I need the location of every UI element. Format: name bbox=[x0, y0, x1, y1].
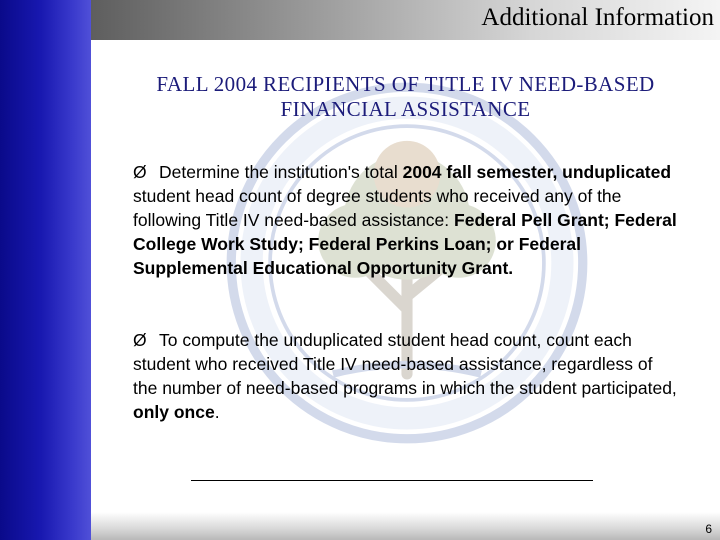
arrow-bullet-icon: Ø bbox=[133, 330, 147, 350]
slide-title bbox=[91, 72, 720, 122]
page-number: 6 bbox=[705, 522, 712, 536]
footer-bar bbox=[91, 512, 720, 540]
slide-title-line-2: FINANCIAL ASSISTANCE bbox=[280, 97, 531, 121]
bullet-1-emphasis: 2004 fall semester, unduplicated bbox=[402, 162, 672, 182]
header-bar bbox=[91, 0, 720, 40]
bullet-1-program-list: Federal Pell Grant; Federal College Work Study; Federal Perkins Loan; or Federal Supplemental Educational Opportunity Grant. bbox=[133, 210, 677, 278]
divider-line bbox=[191, 480, 593, 481]
arrow-bullet-icon: Ø bbox=[133, 162, 147, 182]
bullet-point-1 bbox=[133, 160, 681, 280]
bullet-2-emphasis: only once bbox=[133, 402, 215, 422]
bullet-2-text: To compute the unduplicated student head count, count each student who received Title IV need-based assistance, regardless of the number of need-based programs in which the student participated, bbox=[133, 330, 677, 398]
bullet-2-period: . bbox=[214, 402, 220, 422]
header-title: Additional Information bbox=[481, 4, 714, 31]
bullet-point-2 bbox=[133, 328, 681, 424]
slide-title-line-1: FALL 2004 RECIPIENTS OF TITLE IV NEED-BASED bbox=[156, 72, 655, 96]
bullet-1-text: Determine the institution's total bbox=[159, 162, 403, 182]
left-sidebar-band bbox=[0, 0, 91, 540]
bullet-1-text-continued: student head count of degree students who received any of the following Title IV need-based assistance: bbox=[133, 186, 622, 230]
